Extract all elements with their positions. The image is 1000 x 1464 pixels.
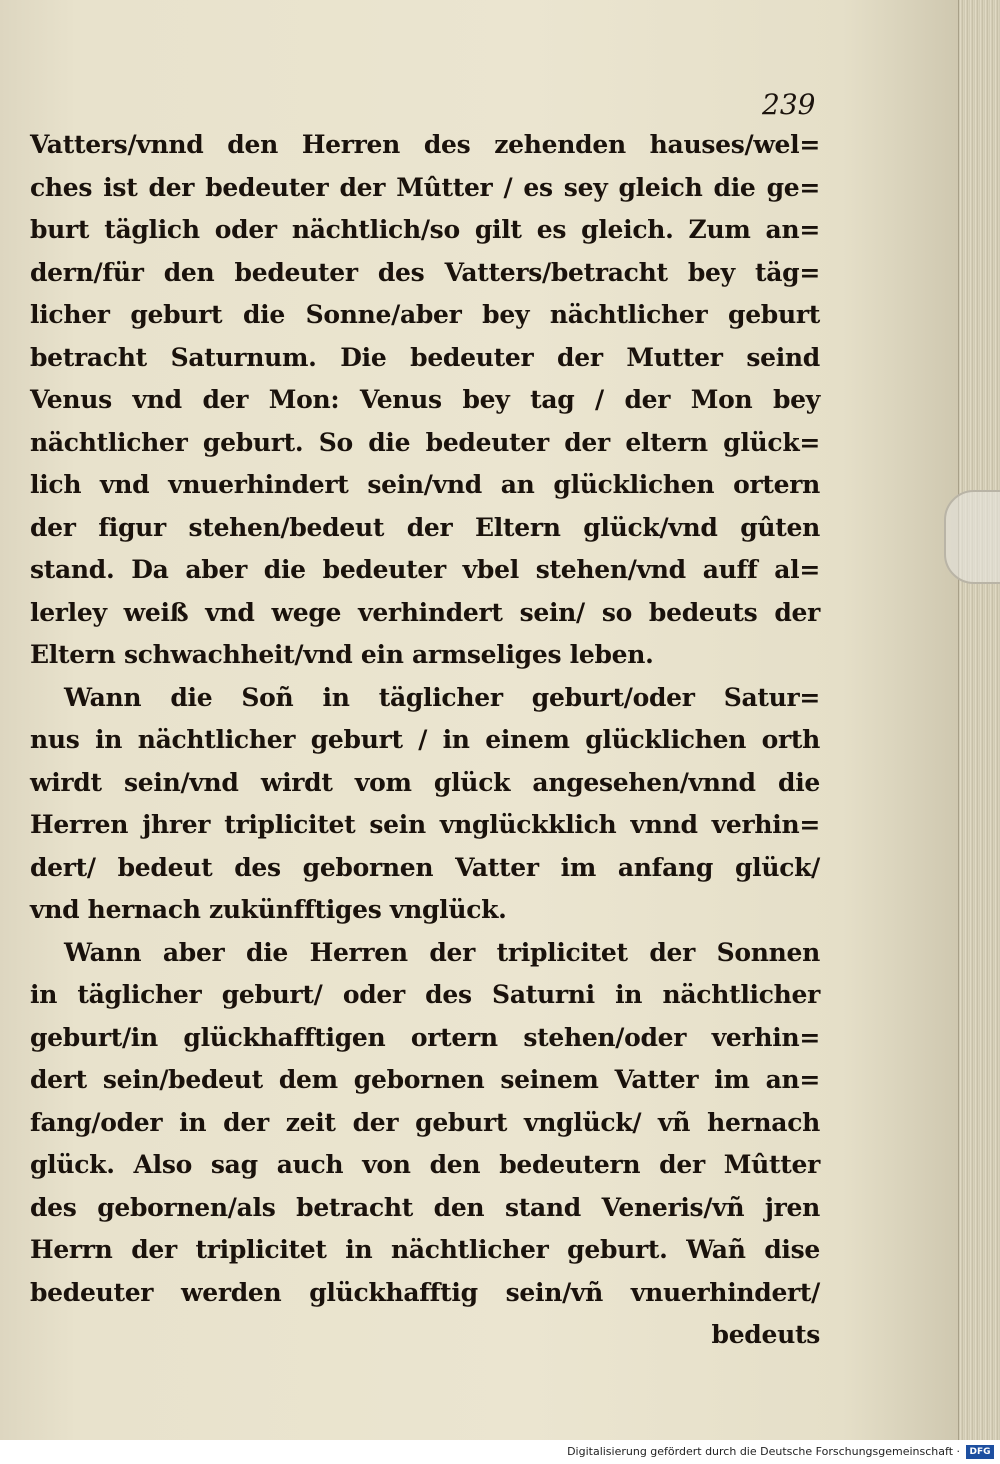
- text-line: licher geburt die Sonne/aber bey nächtlicher geburt: [30, 300, 820, 329]
- text-line: Wann aber die Herren der triplicitet der Sonnen: [64, 937, 820, 967]
- text-line: nächtlicher geburt. So die bedeuter der eltern glück=: [30, 427, 820, 457]
- text-line: burt täglich oder nächtlich/so gilt es gleich. Zum an=: [30, 215, 820, 244]
- page-text: [30, 124, 820, 1357]
- text-line: nus in nächtlicher geburt / in einem glücklichen orth: [30, 725, 820, 754]
- text-line: dert sein/bedeut dem gebornen seinem Vatter im an=: [30, 1065, 820, 1094]
- text-line: dert/ bedeut des gebornen Vatter im anfang glück/: [30, 852, 820, 882]
- page-clip-marker: [944, 490, 1000, 584]
- text-line: Eltern schwachheit/vnd ein armseliges leben.: [30, 640, 654, 669]
- text-line: Wann die Soñ in täglicher geburt/oder Satur=: [64, 682, 820, 712]
- page-number: 239: [762, 88, 816, 121]
- text-line: bedeuter werden glückhafftig sein/vñ vnuerhindert/: [30, 1277, 820, 1307]
- text-line: in täglicher geburt/ oder des Saturni in nächtlicher: [30, 980, 820, 1009]
- catchword: bedeuts: [711, 1320, 820, 1349]
- text-line: lich vnd vnuerhindert sein/vnd an glücklichen ortern: [30, 470, 820, 499]
- text-line: des gebornen/als betracht den stand Veneris/vñ jren: [30, 1192, 820, 1222]
- dfg-logo-icon: DFG: [966, 1445, 994, 1459]
- text-line: dern/für den bedeuter des Vatters/betracht bey täg=: [30, 257, 820, 287]
- text-line: Herrn der triplicitet in nächtlicher geburt. Wañ dise: [30, 1235, 820, 1264]
- text-line: vnd hernach zukünfftiges vnglück.: [30, 895, 507, 924]
- book-page-edges: [958, 0, 1000, 1440]
- text-line: fang/oder in der zeit der geburt vnglück/ vñ hernach: [30, 1107, 820, 1137]
- text-line: Venus vnd der Mon: Venus bey tag / der Mon bey: [30, 385, 820, 414]
- text-line: lerley weiß vnd wege verhindert sein/ so bedeuts der: [30, 597, 820, 627]
- text-line: glück. Also sag auch von den bedeutern der Mûtter: [30, 1150, 820, 1179]
- funding-credit: Digitalisierung gefördert durch die Deutsche Forschungsgemeinschaft ·: [567, 1445, 960, 1458]
- text-line: Vatters/vnnd den Herren des zehenden hauses/wel=: [30, 130, 820, 159]
- text-line: stand. Da aber die bedeuter vbel stehen/vnd auff al=: [30, 555, 820, 584]
- text-line: ches ist der bedeuter der Mûtter / es sey gleich die ge=: [30, 172, 820, 202]
- footer-bar: [0, 1440, 1000, 1464]
- text-line: der figur stehen/bedeut der Eltern glück/vnd gûten: [30, 512, 820, 542]
- text-line: wirdt sein/vnd wirdt vom glück angesehen/vnnd die: [30, 767, 820, 797]
- text-line: betracht Saturnum. Die bedeuter der Mutter seind: [30, 342, 820, 372]
- text-line: Herren jhrer triplicitet sein vnglückklich vnnd verhin=: [30, 810, 820, 839]
- text-line: geburt/in glückhafftigen ortern stehen/oder verhin=: [30, 1022, 820, 1052]
